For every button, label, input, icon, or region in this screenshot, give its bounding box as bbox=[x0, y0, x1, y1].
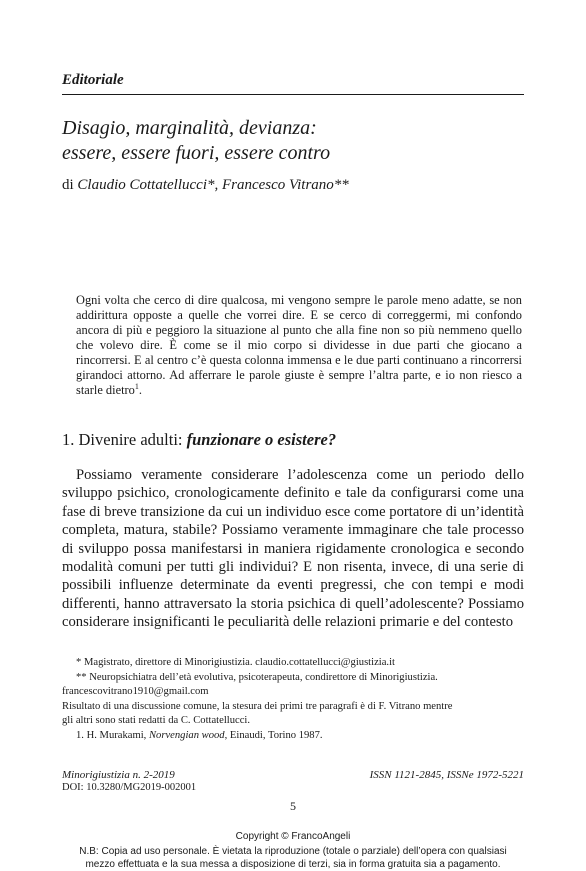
page-number: 5 bbox=[290, 799, 296, 813]
article-title-line2: essere, essere fuori, essere contro bbox=[62, 142, 331, 164]
footnote-1-title: Norvengian wood bbox=[148, 729, 225, 741]
section-heading-plain: 1. Divenire adulti: bbox=[62, 430, 187, 449]
epigraph-paragraph bbox=[76, 293, 522, 398]
footnote-1 bbox=[62, 729, 524, 744]
byline bbox=[62, 177, 349, 194]
epigraph-end: . bbox=[138, 383, 142, 397]
section-label: Editoriale bbox=[62, 72, 124, 88]
footnote-author2-email: francescovitrano1910@gmail.com bbox=[62, 686, 209, 697]
epigraph-text: Ogni volta che cerco di dire qualcosa, mi vengono sempre le parole meno adatte, se non addirittura opposte a quelle che vorrei dire. E se cerco di correggermi, mi confondo ancora di più e peggioro la situazione al punto che alla fine non so più nemmeno quello che volevo dire. È come se il mio corpo si dividesse in due parti che giocano a rincorrersi. E al centro c’è questa colonna immensa e le due parti continuano a rincorrersi girandoci attorno. Ad afferrare le parole giuste è sempre l’altra parte, e io non riesco a starle dietro bbox=[76, 293, 522, 397]
footnote-author1: * Magistrato, direttore di Minorigiustizia. claudio.cottatellucci@giustizia.it bbox=[76, 657, 395, 668]
license-line1: N.B: Copia ad uso personale. È vietata la riproduzione (totale o parziale) dell’opera con qualsiasi bbox=[79, 846, 507, 857]
footnote-note-line1: Risultato di una discussione comune, la stesura dei primi tre paragrafi è di F. Vitrano mentre bbox=[62, 700, 453, 712]
header-rule bbox=[62, 94, 524, 95]
issn: ISSN 1121-2845, ISSNe 1972-5221 bbox=[369, 769, 524, 781]
section-heading bbox=[62, 430, 336, 450]
epigraph bbox=[76, 293, 522, 398]
footnotes bbox=[62, 656, 524, 743]
byline-prefix: di bbox=[62, 177, 78, 193]
author-names: Claudio Cottatellucci*, Francesco Vitrano** bbox=[77, 177, 349, 193]
article-title-line1: Disagio, marginalità, devianza: bbox=[62, 117, 317, 139]
footnote-note-line2: gli altri sono stati redatti da C. Cottatellucci. bbox=[62, 715, 250, 726]
footnote-author2: ** Neuropsichiatra dell’età evolutiva, psicoterapeuta, condirettore di Minorigiustizia. bbox=[76, 671, 438, 683]
footnote-1-prefix: 1. H. Murakami, bbox=[76, 729, 149, 741]
footnote-ref-1[interactable]: 1 bbox=[134, 381, 139, 391]
footnote-1-suffix: , Einaudi, Torino 1987. bbox=[224, 729, 323, 741]
copyright-notice: Copyright © FrancoAngeli bbox=[235, 831, 351, 842]
body-paragraph: Possiamo veramente considerare l’adolescenza come un periodo dello sviluppo psichico, cronologicamente definito e tale da configurarsi come una fase di breve transizione da cui un individuo esce come portatore di un’identità completa, matura, stabile? Possiamo veramente immaginare che tale processo di sviluppo possa manifestarsi in maniera rigidamente cronologica e secondo modalità comuni per tutti gli individui? E non risenta, invece, di una serie di possibili influenze determinate da eventi pregressi, che con tempi e modi differenti, hanno attraversato la storia psichica di quell’adolescente? Possiamo considerare insignificanti le peculiarità delle relazioni primarie e del contesto bbox=[62, 467, 524, 631]
license-notice bbox=[0, 845, 586, 871]
body-text bbox=[62, 466, 524, 632]
journal-name: Minorigiustizia n. 2-2019 bbox=[62, 769, 175, 781]
section-heading-italic: funzionare o esistere? bbox=[186, 430, 337, 449]
doi: DOI: 10.3280/MG2019-002001 bbox=[62, 782, 197, 793]
license-line2: mezzo effettuata e la sua messa a disposizione di terzi, sia in forma gratuita sia a pagamento. bbox=[85, 859, 501, 870]
